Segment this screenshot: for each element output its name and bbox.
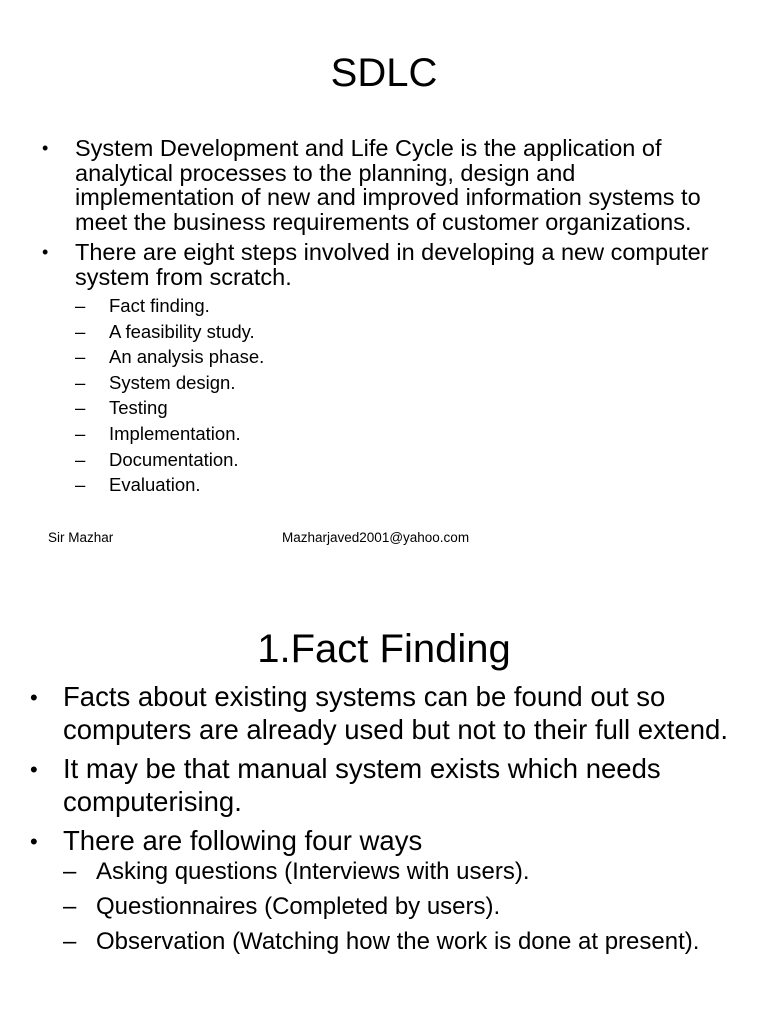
sub-item-text: An analysis phase.	[109, 346, 265, 368]
sub-item-text: Fact finding.	[109, 295, 210, 316]
sub-item	[63, 857, 730, 886]
dash-icon: –	[63, 858, 77, 885]
footer-email: Mazharjaved2001@yahoo.com	[282, 530, 470, 545]
bullet-icon: •	[42, 242, 49, 262]
sub-item	[63, 927, 730, 956]
sub-item-text: A feasibility study.	[109, 320, 255, 342]
bullet-icon: •	[30, 829, 38, 854]
sub-item	[75, 293, 732, 319]
bullet-text: There are following four ways	[63, 825, 423, 856]
sub-item-text: Evaluation.	[109, 474, 201, 496]
bullet-list	[30, 680, 730, 962]
dash-icon: –	[75, 295, 86, 316]
slide-title: SDLC	[330, 51, 438, 95]
bullet-text: Facts about existing systems can be found out so computers are already used but not to their full extend.	[63, 681, 728, 745]
sub-item	[75, 447, 732, 473]
sub-item	[75, 344, 732, 370]
bullet-icon: •	[30, 757, 38, 782]
sub-item	[63, 892, 730, 921]
sub-item-text: Implementation.	[109, 422, 241, 444]
bullet-text: It may be that manual system exists which needs computerising.	[63, 753, 661, 817]
slide-fact-finding	[0, 600, 768, 1024]
sub-item-text: Observation (Watching how the work is done at present).	[96, 928, 700, 955]
sub-item	[75, 421, 732, 447]
sub-item-text: Testing	[109, 397, 168, 419]
slide-title: 1.Fact Finding	[257, 627, 511, 671]
bullet-item	[42, 136, 732, 234]
bullet-list	[42, 136, 732, 504]
footer-author: Sir Mazhar	[48, 530, 114, 545]
sub-item	[75, 370, 732, 396]
dash-icon: –	[63, 928, 77, 955]
dash-icon: –	[75, 320, 86, 342]
dash-icon: –	[63, 893, 77, 920]
dash-icon: –	[75, 422, 86, 444]
bullet-item	[42, 240, 732, 498]
sub-item	[75, 395, 732, 421]
dash-icon: –	[75, 346, 86, 368]
sub-item	[75, 319, 732, 345]
dash-icon: –	[75, 371, 86, 393]
sub-list	[75, 293, 732, 498]
dash-icon: –	[75, 397, 86, 419]
sub-item-text: Questionnaires (Completed by users).	[96, 893, 501, 920]
sub-list	[63, 857, 730, 956]
dash-icon: –	[75, 474, 86, 496]
sub-item-text: Asking questions (Interviews with users).	[96, 858, 530, 885]
bullet-item	[30, 752, 730, 818]
bullet-text: System Development and Life Cycle is the application of analytical processes to the planning, design and implementation of new and improved information systems to meet the business requirements of customer organizations.	[75, 135, 701, 235]
bullet-icon: •	[42, 138, 49, 158]
sub-item-text: Documentation.	[109, 448, 239, 470]
sub-item-text: System design.	[109, 371, 236, 393]
dash-icon: –	[75, 448, 86, 470]
bullet-item	[30, 680, 730, 746]
bullet-icon: •	[30, 685, 38, 710]
bullet-item	[30, 824, 730, 956]
bullet-text: There are eight steps involved in developing a new computer system from scratch.	[75, 239, 709, 290]
sub-item	[75, 472, 732, 498]
